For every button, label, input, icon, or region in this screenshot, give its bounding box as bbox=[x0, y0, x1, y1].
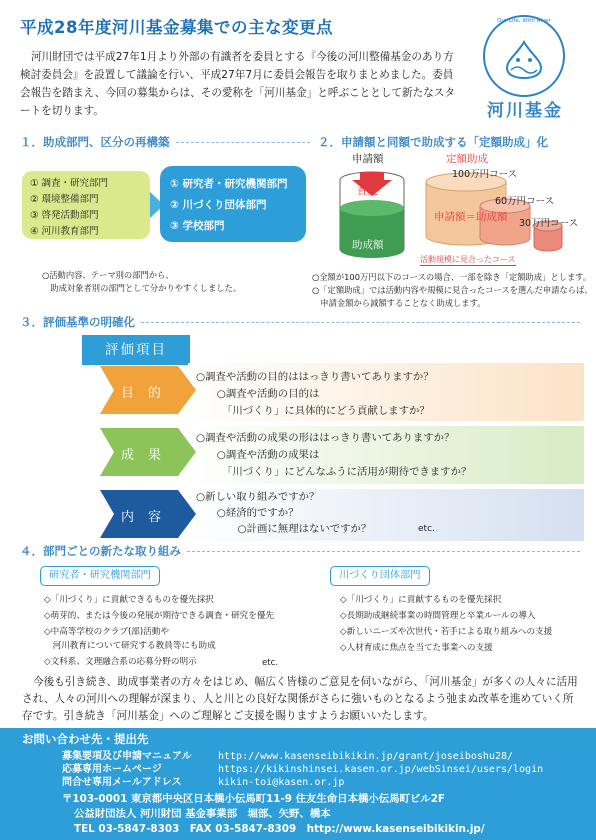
contact-label: 問合せ専用メールアドレス bbox=[62, 777, 182, 788]
list-item: 河川教育について研究する教員等にも助成 bbox=[44, 641, 216, 651]
contact-phone: TEL 03-5847-8303 FAX 03-5847-8309 http://www.kasenseibikikin.jp/ bbox=[74, 823, 485, 835]
intro-paragraph: 河川財団では平成27年1月より外部の有識者を委員とする『今後の河川整備基金のあり方検討委員会』を設置して議論を行い、平成27年7月に委員会報告を取りまとめました。委員会報告を踏まえ、今回の募集からは、その愛称を「河川基金」と呼ぶこととして新たなスタートを切ります。 bbox=[20, 51, 455, 117]
new-categories-box bbox=[160, 166, 306, 242]
outcome-chevron-label: 成果 bbox=[120, 448, 175, 463]
question-line: 「川づくり」に具体的にどう貢献しますか？ bbox=[196, 405, 430, 417]
page-title: 平成28年度河川基金募集での主な変更点 bbox=[20, 18, 333, 37]
section2-heading: ２．申請額と同額で助成する「定額助成」化 bbox=[318, 135, 548, 149]
question-line: ○経済的ですか？ bbox=[196, 507, 299, 519]
list-item: ◇文科系、文理融合系の応募分野の明示 bbox=[44, 657, 197, 667]
question-line: ○計画に無理はないですか？ bbox=[196, 523, 372, 535]
river-group-division-label: 川づくり団体部門 bbox=[330, 566, 430, 586]
list-item: ◇新しいニーズや次世代・若手による取り組みへの支援 bbox=[340, 627, 553, 637]
etc-note: etc. bbox=[418, 524, 435, 534]
logo-name: 河川基金 bbox=[487, 101, 563, 121]
section2-note: ○全額が100万円以下のコースの場合、一部を除き「定額助成」とします。 bbox=[312, 272, 592, 282]
contact-email[interactable]: kikin-toi@kasen.or.jp bbox=[218, 777, 345, 788]
water-drop-icon bbox=[497, 40, 551, 80]
list-item: ◇「川づくり」に貢献するものを優先採択 bbox=[340, 595, 502, 605]
new-category-item: ① 研究者・研究機関部門 bbox=[170, 178, 288, 190]
list-item: ◇「川づくり」に貢献できるものを優先採択 bbox=[44, 595, 214, 605]
question-line: ○調査や活動の成果は bbox=[196, 449, 320, 461]
old-categories-box bbox=[22, 171, 150, 239]
old-category-item: ④ 河川教育部門 bbox=[30, 226, 99, 237]
new-category-item: ③ 学校部門 bbox=[170, 220, 225, 232]
list-item: ◇萌芽的、または今後の発展が期待できる調査・研究を優先 bbox=[44, 611, 275, 621]
section1-note: ○活動内容、テーマ別の部門から、 bbox=[42, 270, 174, 280]
logo-arc-text: Our Life, With River bbox=[497, 18, 551, 24]
course-30: 30万円コース bbox=[519, 218, 579, 229]
contact-footer bbox=[0, 728, 596, 840]
section2-note: ○「定額助成」では活動内容や規模に見合ったコースを選んだ申請ならば、 bbox=[312, 285, 593, 295]
review-label: 査定 bbox=[357, 185, 378, 197]
equation-label: 申請額＝助成額 bbox=[434, 211, 508, 223]
list-item: ◇中高等学校のクラブ(部)活動や bbox=[44, 627, 170, 637]
closing-paragraph: 今後も引き続き、助成事業者の方々をはじめ、幅広く皆様のご意見を伺いながら、「河川基金」が多くの人々に活用され、人々の河川への理解が深まり、人と川との良好な関係がさらに強いものとなるよう弛まぬ改革を進めていく所存です。引き続き「河川基金」へのご理解とご支援を賜りますようお願いいたします。 bbox=[22, 676, 578, 722]
question-line: ○調査や活動の成果の形ははっきり書いてありますか？ bbox=[196, 432, 455, 444]
researcher-division-label: 研究者・研究機関部門 bbox=[40, 566, 160, 586]
contact-link[interactable]: https://kikinshinsei.kasen.or.jp/webSinsei/users/login bbox=[218, 764, 544, 775]
grant-amount-label: 助成額 bbox=[352, 239, 384, 251]
question-line: ○調査や活動の目的は bbox=[196, 388, 320, 400]
new-category-item: ② 川づくり団体部門 bbox=[170, 199, 267, 211]
purpose-chevron-label: 目的 bbox=[120, 386, 175, 401]
course-60: 60万円コース bbox=[495, 196, 555, 207]
contact-address: 〒103-0001 東京都中央区日本橋小伝馬町11-9 住友生命日本橋小伝馬町ビル2F bbox=[62, 793, 446, 805]
section1-note: 助成対象者別の部門として分かりやすくしました。 bbox=[42, 283, 242, 293]
scale-note: 活動規模に見合ったコース bbox=[420, 255, 516, 264]
list-item: ◇長期助成継続事業の時間管理と卒業ルールの導入 bbox=[340, 611, 536, 621]
section4-heading: ４．部門ごとの新たな取り組み bbox=[20, 543, 580, 559]
question-line: ○調査や活動の目的ははっきり書いてありますか？ bbox=[196, 371, 434, 383]
content-chevron-label: 内容 bbox=[120, 510, 175, 525]
contact-organization: 公益財団法人 河川財団 基金事業部 堀部、矢野、橋本 bbox=[74, 808, 331, 820]
etc-note: etc. bbox=[262, 658, 279, 668]
question-line: ○新しい取り組みですか？ bbox=[196, 491, 320, 503]
section2-note: 申請金額から減額することなく助成します。 bbox=[312, 298, 486, 308]
section3-heading: ３．評価基準の明確化 bbox=[20, 314, 580, 330]
contact-link[interactable]: http://www.kasenseibikikin.jp/grant/joseiboshu28/ bbox=[218, 751, 514, 762]
old-category-item: ① 調査・研究部門 bbox=[30, 178, 109, 189]
list-item: ◇人材育成に焦点を当てた事業への支援 bbox=[340, 643, 493, 653]
course-100: 100万円コース bbox=[452, 169, 518, 180]
evaluation-items-label: 評価項目 bbox=[82, 335, 190, 365]
question-line: 「川づくり」にどんなふうに活用が期待できますか？ bbox=[196, 466, 472, 478]
contact-heading: お問い合わせ先・提出先 bbox=[22, 732, 149, 746]
old-category-item: ③ 啓発活動部門 bbox=[30, 210, 99, 221]
old-category-item: ② 環境整備部門 bbox=[30, 194, 99, 205]
fixed-grant-label: 定額助成 bbox=[446, 153, 488, 165]
contact-label: 応募専用ホームページ bbox=[62, 764, 162, 775]
applied-amount-label: 申請額 bbox=[352, 153, 384, 165]
contact-label: 募集要項及び申請マニュアル bbox=[62, 751, 192, 762]
section1-heading: １．助成部門、区分の再構築 bbox=[20, 134, 310, 150]
